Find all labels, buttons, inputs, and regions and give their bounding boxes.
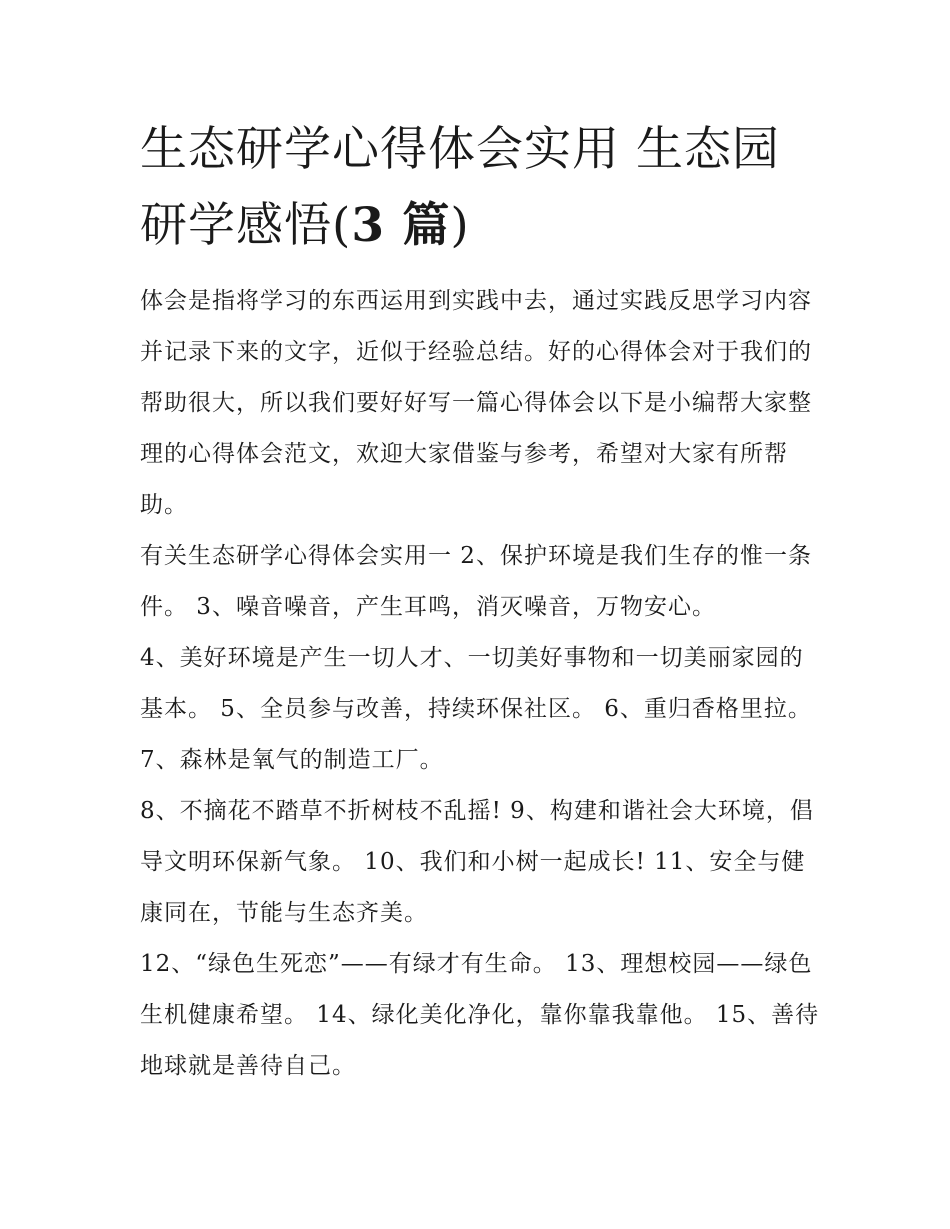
document-body <box>140 276 820 1092</box>
title-line-2-prefix: 研学感悟( <box>140 198 352 253</box>
slogan-paragraph-2: 4、美好环境是产生一切人才、一切美好事物和一切美丽家园的基本。 5、全员参与改善，持续环保社区。 6、重归香格里拉。 7、森林是氧气的制造工厂。 <box>140 645 812 773</box>
slogan-paragraph-3: 8、不摘花不踏草不折树枝不乱摇! 9、构建和谐社会大环境，倡导文明环保新气象。 10、我们和小树一起成长! 11、安全与健康同在，节能与生态齐美。 <box>140 798 814 926</box>
document-title <box>140 112 830 264</box>
title-line-1: 生态研学心得体会实用 生态园 <box>140 122 780 177</box>
title-count: 3 篇 <box>351 198 451 253</box>
slogan-paragraph-1: 有关生态研学心得体会实用一 2、保护环境是我们生存的惟一条件。 3、噪音噪音，产生耳鸣，消灭噪音，万物安心。 <box>140 543 812 620</box>
slogan-paragraph-4: 12、“绿色生死恋”——有绿才有生命。 13、理想校园——绿色生机健康希望。 14、绿化美化净化，靠你靠我靠他。 15、善待地球就是善待自己。 <box>140 951 820 1079</box>
title-line-2-suffix: ) <box>450 198 470 253</box>
intro-paragraph: 体会是指将学习的东西运用到实践中去，通过实践反思学习内容并记录下来的文字，近似于经验总结。好的心得体会对于我们的帮助很大，所以我们要好好写一篇心得体会以下是小编帮大家整理的心得体会范文，欢迎大家借鉴与参考，希望对大家有所帮助。 <box>140 288 812 518</box>
